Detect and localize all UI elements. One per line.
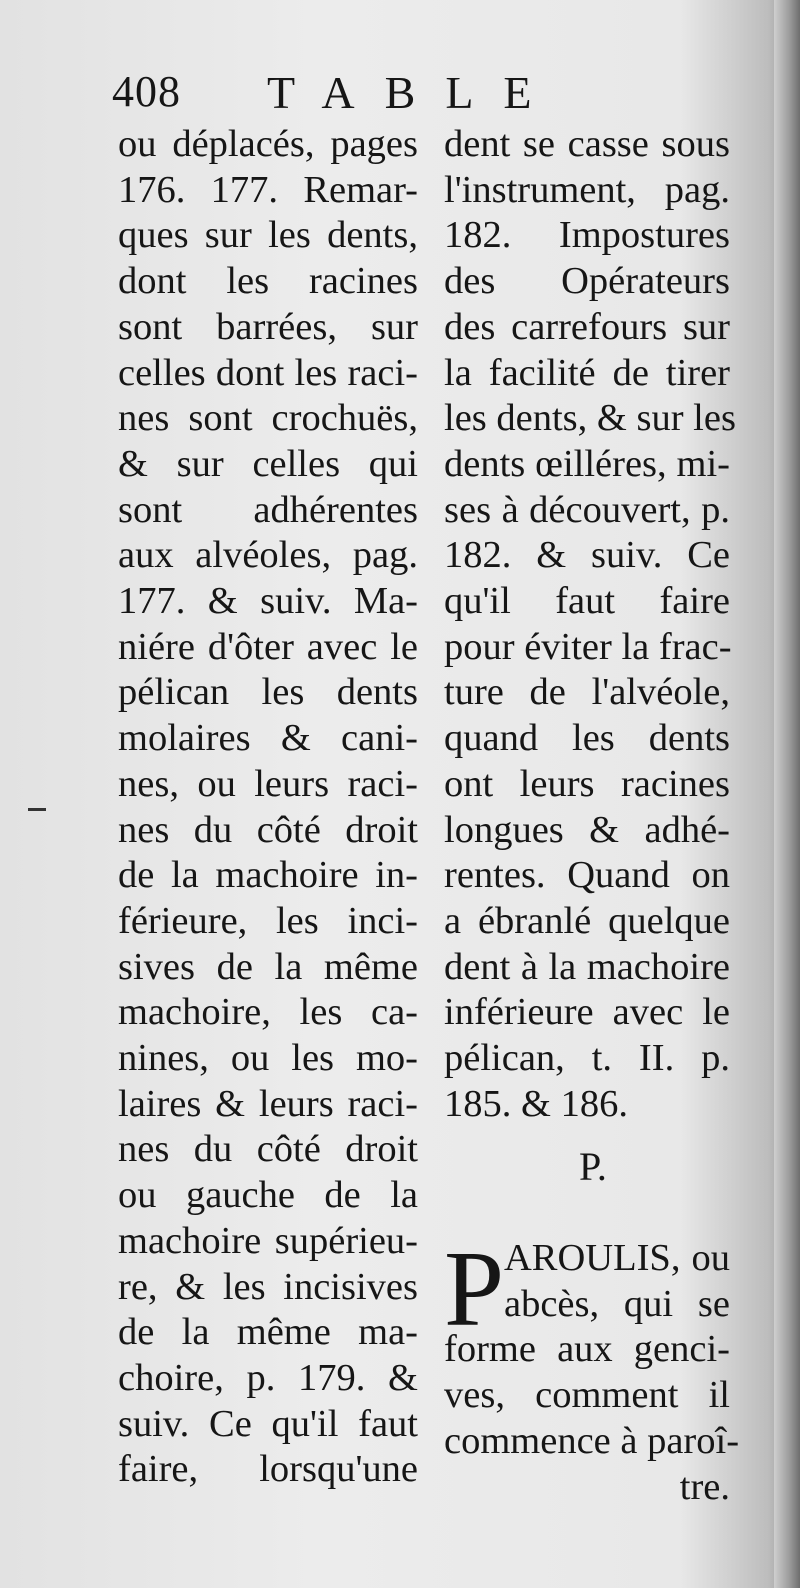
- text-line: dont les racines: [118, 260, 418, 303]
- text-line: ou déplacés, pages: [118, 123, 418, 165]
- text-line: les dents, & sur les: [444, 397, 736, 440]
- text-line: nes du côté droit: [118, 808, 418, 851]
- text-line: sives de la même: [118, 945, 418, 988]
- page-gutter-shadow: [774, 0, 800, 1588]
- entry-line: AROULIS, ou: [504, 1237, 730, 1279]
- text-line: sont adhérentes: [118, 488, 418, 531]
- text-line: machoire supérieu-: [118, 1219, 418, 1262]
- text-line: faire, lorsqu'une: [118, 1448, 418, 1491]
- text-line: molaires & cani-: [118, 717, 418, 760]
- entry-line: abcès, qui se: [504, 1282, 730, 1325]
- text-line: pélican les dents: [118, 671, 418, 714]
- text-line: férieure, les inci-: [118, 899, 418, 942]
- text-line: pour éviter la frac-: [444, 625, 732, 668]
- text-line: la facilité de tirer: [444, 351, 730, 394]
- text-line: dents œilléres, mi-: [444, 442, 730, 485]
- text-line: de la machoire in-: [118, 854, 418, 897]
- text-line: 182. & suiv. Ce: [444, 534, 730, 577]
- text-line: 182. Impostures: [444, 214, 730, 257]
- text-line: l'instrument, pag.: [444, 168, 730, 211]
- text-line: aux alvéoles, pag.: [118, 534, 418, 577]
- text-line: dent se casse sous: [444, 123, 730, 165]
- text-line: & sur celles qui: [118, 442, 418, 485]
- text-line: ou gauche de la: [118, 1174, 418, 1217]
- left-column: [118, 122, 418, 1493]
- text-line: quand les dents: [444, 717, 730, 760]
- text-line: 176. 177. Remar-: [118, 168, 418, 211]
- entry-line: ves, comment il: [444, 1374, 730, 1417]
- text-line: des carrefours sur: [444, 305, 730, 348]
- entry-line: commence à paroî-: [444, 1419, 740, 1462]
- text-line: ture de l'alvéole,: [444, 671, 730, 714]
- text-line: nines, ou les mo-: [118, 1037, 418, 1080]
- entry-line: forme aux genci-: [444, 1328, 730, 1371]
- text-line: inférieure avec le: [444, 991, 730, 1034]
- section-letter-heading: P.: [579, 1144, 607, 1189]
- page-header: [112, 66, 612, 126]
- text-line: suiv. Ce qu'il faut: [118, 1402, 418, 1445]
- margin-mark: [28, 808, 46, 811]
- text-line: 177. & suiv. Ma-: [118, 580, 418, 623]
- right-column: [444, 122, 736, 1127]
- text-line: a ébranlé quelque: [444, 899, 730, 942]
- text-line: longues & adhé-: [444, 808, 730, 851]
- text-line: celles dont les raci-: [118, 351, 418, 394]
- entry-line: tre.: [679, 1465, 730, 1508]
- text-line: de la même ma-: [118, 1311, 418, 1354]
- text-line: ses à découvert, p.: [444, 488, 730, 531]
- text-line: pélican, t. II. p.: [444, 1037, 730, 1080]
- text-line: dent à la machoire: [444, 945, 730, 988]
- text-line: ont leurs racines: [444, 762, 730, 805]
- text-line: rentes. Quand on: [444, 854, 730, 897]
- drop-capital: P: [444, 1230, 505, 1349]
- text-line: sont barrées, sur: [118, 305, 418, 348]
- page-number: 408: [112, 67, 181, 116]
- section-entry: [444, 1230, 740, 1510]
- text-line: machoire, les ca-: [118, 991, 418, 1034]
- text-line: choire, p. 179. &: [118, 1356, 418, 1399]
- text-line: re, & les incisives: [118, 1265, 418, 1308]
- text-line: qu'il faut faire: [444, 580, 730, 623]
- text-line: niére d'ôter avec le: [118, 625, 418, 668]
- text-line: nes du côté droit: [118, 1128, 418, 1171]
- text-line: 185. & 186.: [444, 1082, 628, 1125]
- text-line: laires & leurs raci-: [118, 1082, 418, 1125]
- text-line: nes, ou leurs raci-: [118, 762, 418, 805]
- running-head: TABLE: [267, 67, 562, 118]
- text-line: nes sont crochuës,: [118, 397, 418, 440]
- text-line: des Opérateurs: [444, 260, 730, 303]
- text-line: ques sur les dents,: [118, 214, 418, 257]
